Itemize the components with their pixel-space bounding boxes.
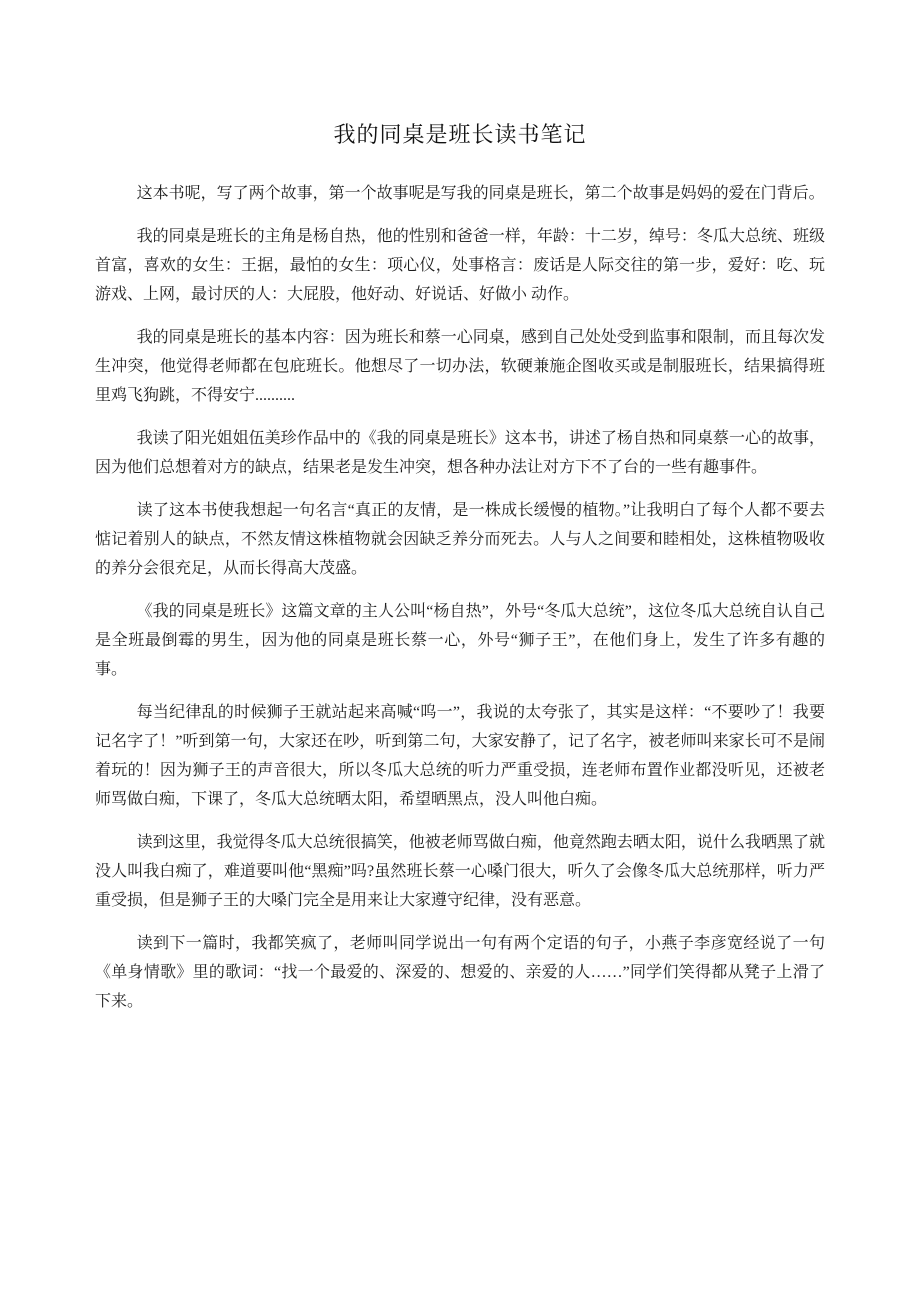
paragraph-1: 这本书呢，写了两个故事，第一个故事呢是写我的同桌是班长，第二个故事是妈妈的爱在门背后。 <box>136 185 825 202</box>
paragraph-3: 我的同桌是班长的基本内容：因为班长和蔡一心同桌，感到自己处处受到监事和限制，而且每次发生冲突，他觉得老师都在包庇班长。他想尽了一切办法，软硬兼施企图收买或是制服班长，结果搞得班里鸡飞狗跳，不得安宁.......... <box>95 329 825 404</box>
paragraph-4: 我读了阳光姐姐伍美珍作品中的《我的同桌是班长》这本书，讲述了杨自热和同桌蔡一心的故事，因为他们总想着对方的缺点，结果老是发生冲突，想各种办法让对方下不了台的一些有趣事件。 <box>95 430 825 476</box>
document-title: 我的同桌是班长读书笔记 <box>333 122 587 147</box>
paragraph-9: 读到下一篇时，我都笑疯了，老师叫同学说出一句有两个定语的句子，小燕子李彦宽经说了一句《单身情歌》里的歌词：“找一个最爱的、深爱的、想爱的、亲爱的人……”同学们笑得都从凳子上滑了下来。 <box>95 935 825 1010</box>
paragraph-6: 《我的同桌是班长》这篇文章的主人公叫“杨自热”，外号“冬瓜大总统”，这位冬瓜大总统自认自己是全班最倒霉的男生，因为他的同桌是班长蔡一心，外号“狮子王”，在他们身上，发生了许多有趣的事。 <box>95 603 825 678</box>
paragraph-7: 每当纪律乱的时候狮子王就站起来高喊“呜一”，我说的太夸张了，其实是这样：“不要吵了！我要记名字了！”听到第一句，大家还在吵，听到第二句，大家安静了，记了名字，被老师叫来家长可不是闹着玩的！因为狮子王的声音很大，所以冬瓜大总统的听力严重受损，连老师布置作业都没听见，还被老师骂做白痴，下课了，冬瓜大总统晒太阳，希望晒黑点，没人叫他白痴。 <box>95 704 825 808</box>
paragraph-2: 我的同桌是班长的主角是杨自热，他的性别和爸爸一样，年龄：十二岁，绰号：冬瓜大总统、班级首富，喜欢的女生：王据，最怕的女生：项心仪，处事格言：废话是人际交往的第一步，爱好：吃、玩游戏、上网，最讨厌的人：大屁股，他好动、好说话、好做小 动作。 <box>95 228 825 303</box>
paragraph-5: 读了这本书使我想起一句名言“真正的友情，是一株成长缓慢的植物。”让我明白了每个人都不要去惦记着别人的缺点，不然友情这株植物就会因缺乏养分而死去。人与人之间要和睦相处，这株植物吸收的养分会很充足，从而长得高大茂盛。 <box>95 502 825 577</box>
paragraph-8: 读到这里，我觉得冬瓜大总统很搞笑，他被老师骂做白痴，他竟然跑去晒太阳，说什么我晒黑了就没人叫我白痴了，难道要叫他“黑痴”吗?虽然班长蔡一心嗓门很大，听久了会像冬瓜大总统那样，听力严重受损，但是狮子王的大嗓门完全是用来让大家遵守纪律，没有恶意。 <box>95 834 825 909</box>
